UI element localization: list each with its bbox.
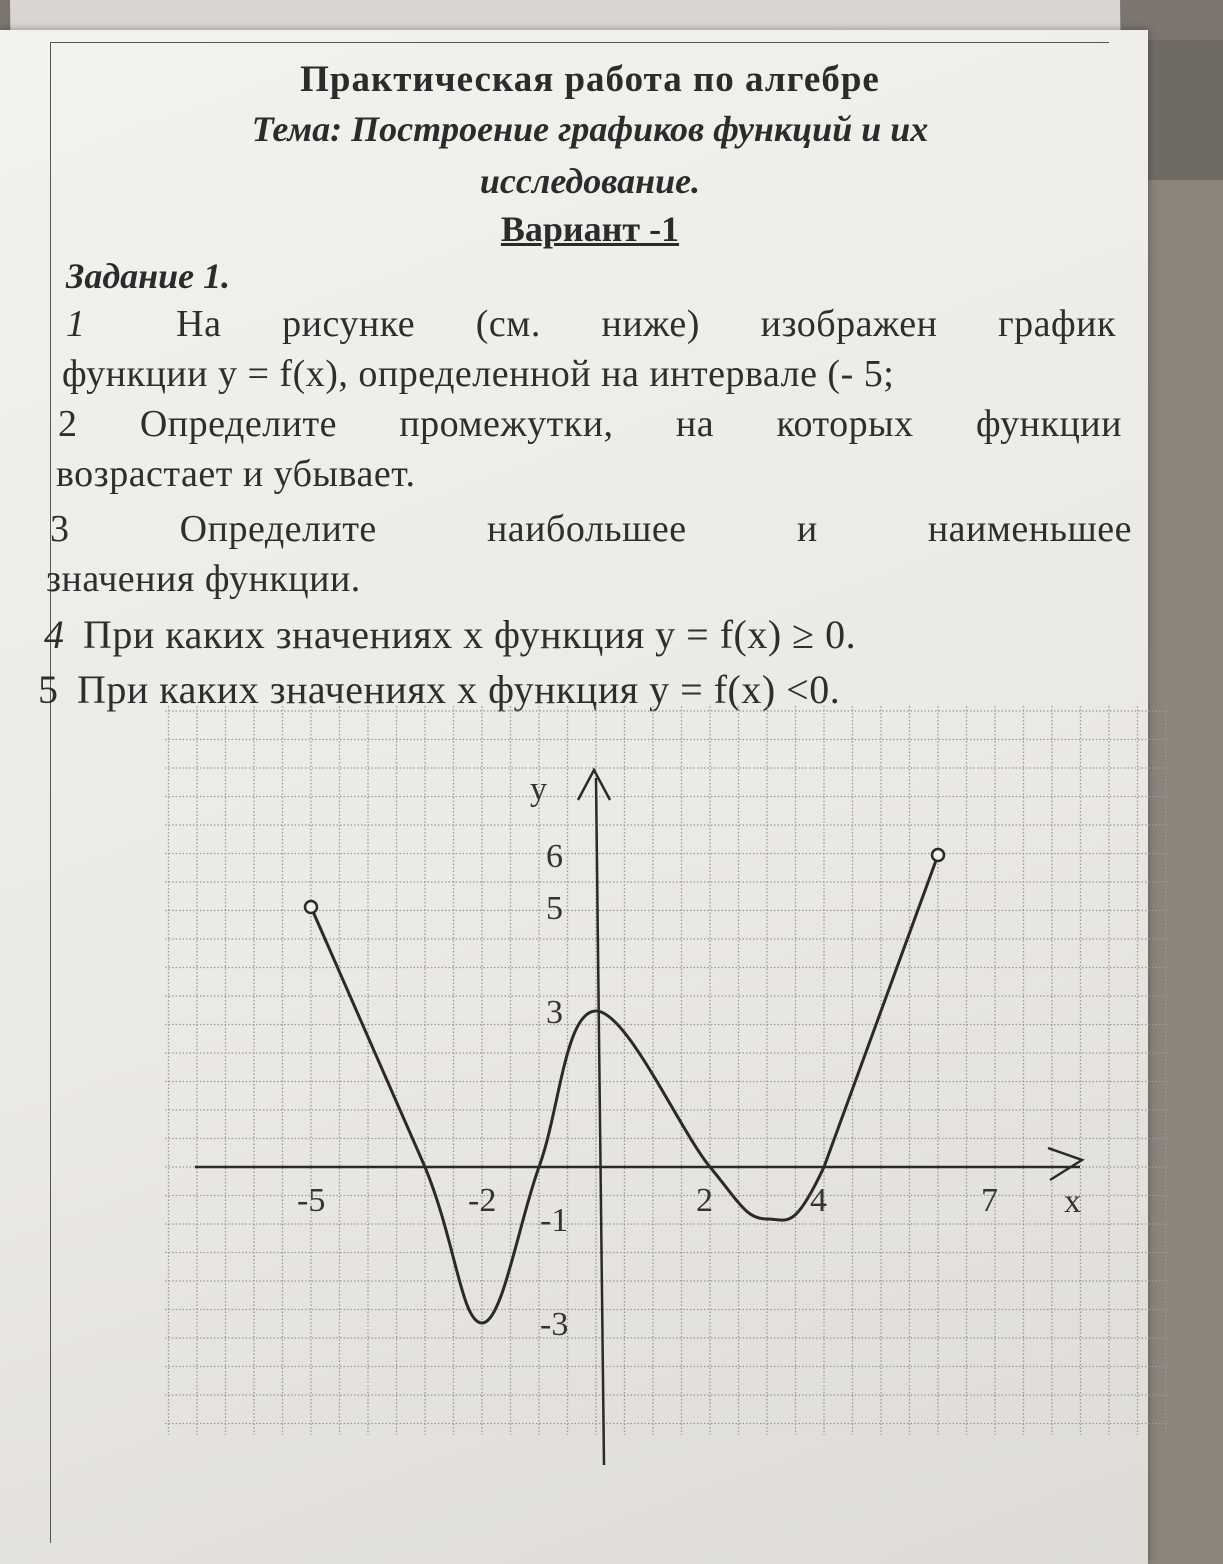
y-tick-label: -1 xyxy=(540,1202,569,1239)
q1-word: график xyxy=(998,303,1116,345)
q2-word: промежутки, xyxy=(399,403,614,445)
q1-word: изображен xyxy=(760,303,938,345)
topic-line: Тема: Построение графиков функций и их xyxy=(251,109,929,149)
question-3-line-2: значения функции. xyxy=(46,558,361,600)
q3-word: 3 xyxy=(50,508,70,550)
x-tick-label: 4 xyxy=(810,1182,827,1219)
question-4-text: При каких значениях x функция y = f(x) ≥ 0. xyxy=(83,612,857,657)
q1-word: (см. xyxy=(475,303,541,345)
q2-word: на xyxy=(675,403,715,445)
x-axis-label: x xyxy=(1064,1183,1081,1220)
x-tick-label: 2 xyxy=(696,1182,713,1219)
question-5-text: При каких значениях x функция y = f(x) <0. xyxy=(77,667,841,712)
question-4-number: 4 xyxy=(44,612,65,657)
q3-word: наименьшее xyxy=(927,508,1132,550)
q2-word: Определите xyxy=(139,403,337,445)
q3-word: и xyxy=(796,508,818,550)
x-tick-label: 7 xyxy=(981,1182,998,1219)
x-axis-arrow xyxy=(1048,1148,1082,1180)
question-5-number: 5 xyxy=(38,667,59,712)
question-2-line-2: возрастает и убывает. xyxy=(56,453,416,495)
q3-word: наибольшее xyxy=(486,508,687,550)
open-endpoint xyxy=(305,901,317,913)
x-tick-label: -5 xyxy=(297,1182,326,1219)
y-tick-label: 5 xyxy=(546,890,563,927)
q3-word: Определите xyxy=(179,508,377,550)
q1-word: На xyxy=(176,303,222,345)
topic-continuation: исследование. xyxy=(479,161,701,201)
worksheet-title: Практическая работа по алгебре xyxy=(300,59,880,100)
y-axis-label: y xyxy=(530,771,547,808)
y-tick-label: -3 xyxy=(540,1306,569,1343)
y-tick-label: 6 xyxy=(546,838,563,875)
y-axis xyxy=(596,778,604,1465)
question-1-line-2: функции y = f(x), определенной на интервале (- 5; xyxy=(62,353,895,395)
x-tick-label: -2 xyxy=(468,1182,497,1219)
q2-word: функции xyxy=(975,403,1122,445)
question-1-number: 1 xyxy=(66,303,86,345)
q1-word: ниже) xyxy=(601,303,700,345)
open-endpoint xyxy=(932,849,944,861)
y-axis-arrow xyxy=(578,770,610,800)
q2-word: 2 xyxy=(58,403,78,445)
variant-label: Вариант -1 xyxy=(500,209,680,249)
y-tick-label: 3 xyxy=(546,994,563,1031)
q2-word: которых xyxy=(776,403,914,445)
task-heading: Задание 1. xyxy=(66,256,231,296)
q1-word: рисунке xyxy=(282,303,416,345)
